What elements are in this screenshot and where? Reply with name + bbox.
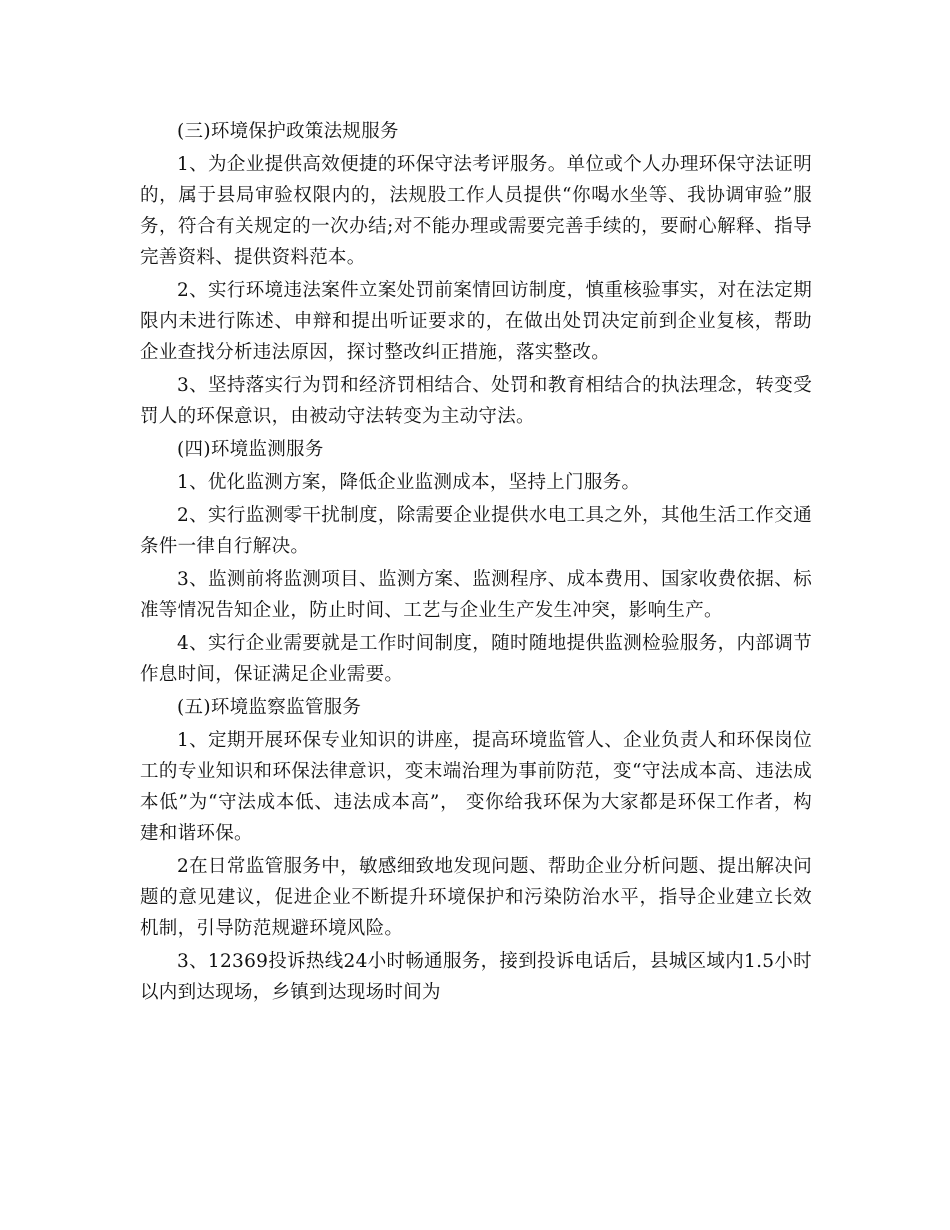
paragraph: 2在日常监管服务中，敏感细致地发现问题、帮助企业分析问题、提出解决问题的意见建议，促进企业不断提升环境保护和污染防治水平，指导企业建立长效机制，引导防范规避环境风险。: [140, 856, 812, 939]
paragraph: 1、优化监测方案，降低企业监测成本，坚持上门服务。: [177, 472, 641, 493]
section-heading: (五)环境监察监管服务: [177, 697, 362, 718]
paragraph: 3、坚持落实行为罚和经济罚相结合、处罚和教育相结合的执法理念，转变受罚人的环保意识，由被动守法转变为主动守法。: [140, 375, 812, 427]
paragraph: 2、实行监测零干扰制度，除需要企业提供水电工具之外，其他生活工作交通条件一律自行解决。: [140, 505, 812, 557]
paragraph: 2、实行环境违法案件立案处罚前案情回访制度，慎重核验事实，对在法定期限内未进行陈述、申辩和提出听证要求的，在做出处罚决定前到企业复核，帮助企业查找分析违法原因，探讨整改纠正措施，落实整改。: [140, 280, 812, 363]
document-page: [140, 116, 812, 1010]
paragraph: 3、12369投诉热线24小时畅通服务，接到投诉电话后，县城区域内1.5小时以内到达现场，乡镇到达现场时间为: [140, 951, 812, 1003]
paragraph: 1、为企业提供高效便捷的环保守法考评服务。单位或个人办理环保守法证明的，属于县局审验权限内的，法规股工作人员提供“你喝水坐等、我协调审验”服务，符合有关规定的一次办结;对不能办理或需要完善手续的，要耐心解释、指导完善资料、提供资料范本。: [140, 154, 812, 268]
section-heading: (三)环境保护政策法规服务: [177, 121, 399, 142]
section-heading: (四)环境监测服务: [177, 439, 324, 460]
paragraph: 1、定期开展环保专业知识的讲座，提高环境监管人、企业负责人和环保岗位工的专业知识和环保法律意识，变末端治理为事前防范，变“守法成本高、违法成本低”为“守法成本低、违法成本高”， 变你给我环保为大家都是环保工作者，构建和谐环保。: [140, 730, 812, 844]
paragraph: 4、实行企业需要就是工作时间制度，随时随地提供监测检验服务，内部调节作息时间，保证满足企业需要。: [140, 633, 812, 685]
paragraph: 3、监测前将监测项目、监测方案、监测程序、成本费用、国家收费依据、标准等情况告知企业，防止时间、工艺与企业生产发生冲突，影响生产。: [140, 569, 812, 621]
